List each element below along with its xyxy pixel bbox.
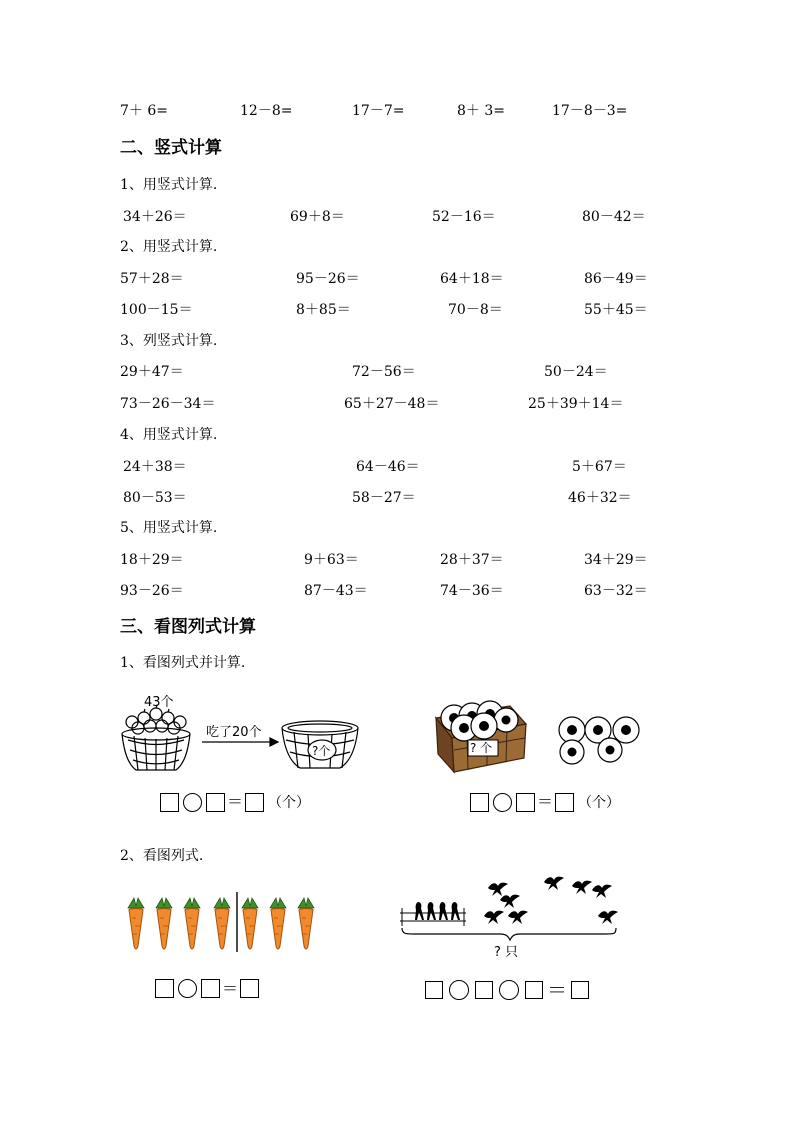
apple-basket-drawing (118, 690, 368, 775)
calc-item: 86－49＝ (584, 271, 648, 287)
unit-label: （个） (268, 795, 310, 811)
top-calc-row (0, 100, 794, 122)
calc-row (0, 549, 794, 571)
calc-item: 58－27＝ (352, 490, 416, 506)
calc-item: 25＋39＋14＝ (528, 396, 624, 412)
calc-item: 74－36＝ (440, 583, 504, 599)
answer-template-right (470, 792, 620, 812)
carrot-icon (298, 898, 314, 949)
operator-circle[interactable] (449, 980, 469, 1000)
calc-item: 18＋29＝ (120, 552, 184, 568)
operator-circle[interactable] (499, 980, 519, 1000)
calc-item: 63－32＝ (584, 583, 648, 599)
answer-box[interactable] (555, 793, 574, 812)
calc-item: 29＋47＝ (120, 364, 184, 380)
calc-row (0, 206, 794, 228)
calc-item: 7＋ 6= (120, 103, 168, 119)
answer-box[interactable] (516, 793, 535, 812)
perched-swallow-icon (427, 902, 436, 920)
loose-soccer-balls-icon (559, 717, 639, 764)
answer-box[interactable] (245, 793, 264, 812)
answer-box[interactable] (206, 793, 225, 812)
answer-box[interactable] (525, 981, 543, 999)
calc-item: 28＋37＝ (440, 552, 504, 568)
calc-item: 9＋63＝ (304, 552, 359, 568)
calc-item: 70－8＝ (448, 302, 503, 318)
swallows-figure (396, 870, 626, 962)
flying-swallow-icon (592, 885, 612, 898)
apple-count-label: 43个 (144, 695, 174, 710)
flying-swallow-icon (572, 881, 592, 894)
soccer-ball-drawing (432, 690, 647, 775)
carrot-icon (270, 898, 286, 949)
question-title: 1、看图列式并计算. (120, 655, 246, 671)
section-heading: 二、竖式计算 (120, 138, 222, 158)
answer-box[interactable] (571, 981, 589, 999)
answer-box[interactable] (160, 793, 179, 812)
section-heading: 三、看图列式计算 (120, 617, 256, 637)
flying-swallow-icon (508, 911, 528, 924)
equals-sign: ＝ (221, 978, 238, 998)
question-title: 2、用竖式计算. (120, 239, 218, 255)
calc-item: 52－16＝ (432, 209, 496, 225)
calc-item: 17－7= (352, 103, 405, 119)
calc-row (0, 487, 794, 509)
calc-item: 8＋ 3= (457, 103, 505, 119)
basket-unknown-label: ?个 (312, 744, 331, 758)
answer-box[interactable] (240, 979, 259, 998)
flying-swallow-icon (488, 883, 508, 896)
question-title: 3、列竖式计算. (120, 333, 218, 349)
question-title: 5、用竖式计算. (120, 520, 218, 536)
eaten-label: 吃了20个 (206, 725, 262, 740)
swallows-drawing (396, 870, 626, 962)
answer-box[interactable] (201, 979, 220, 998)
carrot-icon (156, 898, 172, 949)
question-title: 1、用竖式计算. (120, 177, 218, 193)
calc-item: 46＋32＝ (568, 490, 632, 506)
flying-swallow-icon (544, 877, 564, 890)
perched-swallow-icon (451, 902, 460, 920)
flying-swallow-icon (500, 895, 520, 908)
calc-item: 12－8= (240, 103, 293, 119)
calc-item: 100－15＝ (120, 302, 193, 318)
calc-item: 65＋27－48＝ (344, 396, 440, 412)
operator-circle[interactable] (178, 979, 197, 998)
carrots-drawing (124, 890, 324, 954)
flying-swallow-icon (598, 911, 618, 924)
calc-item: 17－8－3= (552, 103, 628, 119)
calc-row (0, 393, 794, 415)
calc-item: 69＋8＝ (290, 209, 345, 225)
answer-template-left (160, 792, 310, 812)
answer-box[interactable] (475, 981, 493, 999)
perched-swallow-icon (415, 902, 424, 920)
soccer-ball-figure (432, 690, 647, 775)
calc-item: 64－46＝ (356, 459, 420, 475)
carrot-icon (184, 898, 200, 949)
perched-swallow-icon (439, 902, 448, 920)
answer-box[interactable] (470, 793, 489, 812)
calc-item: 80－42＝ (582, 209, 646, 225)
calc-item: 8＋85＝ (296, 302, 351, 318)
answer-box[interactable] (425, 981, 443, 999)
calc-item: 87－43＝ (304, 583, 368, 599)
calc-item: 80－53＝ (123, 490, 187, 506)
carrots-figure (124, 890, 324, 954)
carrot-icon (128, 898, 144, 949)
calc-item: 50－24＝ (544, 364, 608, 380)
calc-item: 95－26＝ (296, 271, 360, 287)
calc-row (0, 456, 794, 478)
swallow-unknown-label: ? 只 (494, 945, 519, 960)
answer-template-left (155, 979, 259, 998)
answer-template-right (425, 980, 589, 1000)
equals-sign: ＝ (547, 978, 567, 1002)
calc-item: 5＋67＝ (572, 459, 627, 475)
answer-box[interactable] (155, 979, 174, 998)
calc-item: 72－56＝ (352, 364, 416, 380)
calc-item: 73－26－34＝ (120, 396, 216, 412)
calc-row (0, 268, 794, 290)
calc-item: 57＋28＝ (120, 271, 184, 287)
carrot-icon (242, 898, 258, 949)
operator-circle[interactable] (183, 793, 202, 812)
calc-row (0, 580, 794, 602)
equals-sign: ＝ (226, 792, 243, 811)
flying-swallow-icon (484, 911, 504, 924)
operator-circle[interactable] (493, 793, 512, 812)
full-basket-icon (122, 728, 190, 770)
calc-item: 34＋29＝ (584, 552, 648, 568)
crate-unknown-label: ? 个 (470, 741, 493, 755)
unit-label: （个） (578, 795, 620, 811)
calc-item: 55＋45＝ (584, 302, 648, 318)
calc-item: 93－26＝ (120, 583, 184, 599)
calc-row (0, 361, 794, 383)
apple-basket-figure (118, 690, 368, 775)
calc-item: 24＋38＝ (123, 459, 187, 475)
brace-icon (402, 928, 616, 940)
calc-item: 34＋26＝ (123, 209, 187, 225)
calc-item: 64＋18＝ (440, 271, 504, 287)
question-title: 4、用竖式计算. (120, 427, 218, 443)
question-title: 2、看图列式. (120, 848, 204, 864)
equals-sign: ＝ (536, 792, 553, 811)
carrot-icon (214, 898, 230, 949)
calc-row (0, 299, 794, 321)
